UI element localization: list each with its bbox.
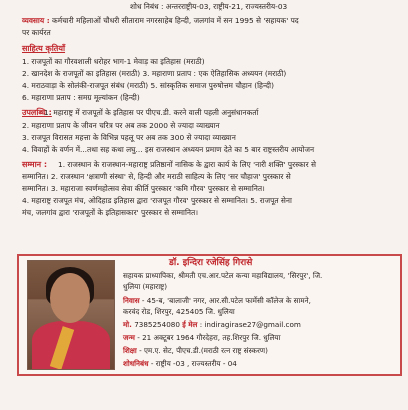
email-address: : indiragirase27@gmail.com	[199, 320, 301, 329]
shiksha-value: - एम.ए. सेट, पीएच.डी.(मराठी रत्न राष्ट्र संस्करण)	[139, 346, 268, 355]
uplabdhi-item: 4. विवाहों के वर्णन में...तथा सह कथा लघु... इस राजस्थान अध्ययन प्रमाण देते का 5 बार राष्ट्रस्तरीय आयोजन	[22, 145, 315, 154]
samman-line: 4. महाराष्ट्र राजपूत मंच, ओदिहाड इतिहास द्वारा 'राजपूत गौरव' पुरस्कार से सम्मानित। 5. राजपूत सेना	[22, 196, 292, 205]
vyavasay-line	[22, 16, 299, 26]
sahitya-item: 2. खानदेश के राजपूतों का इतिहास (मराठी) 3. महाराणा प्रताप : एक ऐतिहासिक अध्ययन (मराठी)	[22, 69, 287, 78]
vyavasay-label: व्यवसाय :	[22, 16, 50, 25]
uplabdhi-item: 1. महाराष्ट्र में राजपूतों के इतिहास पर पीएच.डी. करने वाली पहली अनुसंधानकर्ता	[44, 108, 259, 117]
mobile-number: 7385254080	[134, 320, 180, 329]
vyavasay-text-cont: पर कार्यरत	[22, 28, 51, 37]
shiksha-line	[123, 346, 268, 356]
author-photo	[27, 260, 115, 370]
sahitya-item: 4. मराठवाड़ा के सोलंकी-राजपूत संबंध (मराठी) 5. सांस्कृतिक समाज पुरुषोत्तम चौहान (हिन्दी)	[22, 81, 274, 90]
mo-label: मो.	[123, 320, 132, 329]
author-name: डॉ. इन्दिरा रजेसिंह गिरासे	[169, 258, 253, 268]
niwas-label: निवास	[123, 296, 140, 305]
sahitya-item: 6. महाराणा प्रताप : समग्र मूल्यांकन (हिन्दी)	[22, 93, 140, 102]
samman-line: मंच, जलगांव द्वारा 'राजपूतों के इतिहासकार' पुरस्कार से सम्मानित।	[22, 208, 198, 217]
shodh-line	[123, 359, 237, 369]
shiksha-label: शिक्षा	[123, 346, 137, 355]
vyavasay-text: कर्मचारी महिलाओं चौधरी सीताराम नगरसाहेब हिन्दी, जलगांव में सन 1995 से 'सहायक' पद	[52, 16, 299, 25]
janm-label: जन्म	[123, 333, 135, 342]
uplabdhi-item: 3. राजपूत विरासत महत्ता के विभिन्न पहलू पर अब तक 300 से ज्यादा व्याख्यान	[22, 133, 236, 142]
photo-face	[50, 273, 90, 323]
janm-value: - 21 अक्टूबर 1964 गौरदेहरा, तह.शिरपुर जि. धुलिया	[137, 333, 281, 342]
author-role-cont: धुलिया (महाराष्ट्र)	[123, 282, 168, 291]
samman-line: सम्मानित। 3. महाराजा स्वर्णमहोत्सव सेवा कीर्ति पुरस्कार 'कमि गौरव' पुरस्कार से सम्मानित।	[22, 184, 265, 193]
niwas-line-cont: करवंद रोड, शिरपुर, 425405 जि. धुलिया	[123, 307, 235, 316]
samman-line: 1. राजस्थान के राजस्थान-महाराष्ट्र प्रतिष्ठानों नासिक के द्वारा कार्य के लिए 'नारी शक्ति' पुरस्कार से	[58, 160, 316, 169]
samman-line: सम्मानित। 2. राजस्थान 'क्षत्राणी संस्था' से, हिन्दी और मराठी साहित्य के लिए 'सर चौहाज' पुरस्कार से	[22, 172, 291, 181]
sahitya-item: 1. राजपूतों का गौरवशाली धरोहर भाग-1 मेवाड़ का इतिहास (मराठी)	[22, 57, 205, 66]
author-role: सहायक प्राध्यापिका, श्रीमती एच.आर.पटेल कन्या महाविद्यालय, 'सिरपुर', जि.	[123, 271, 323, 280]
samman-heading: सम्मान :	[22, 160, 48, 169]
uplabdhi-item: 2. महाराणा प्रताप के जीवन चरित्र पर अब तक 2000 से ज्यादा व्याख्यान	[22, 121, 220, 130]
niwas-value: - 45-ब, 'बालाजी' नगर, आर.सी.पटेल फार्मेसी कॉलेज के सामने,	[141, 296, 311, 305]
niwas-line	[123, 296, 311, 306]
janm-line	[123, 333, 280, 343]
shodh-value: - राष्ट्रीय -03 , राज्यस्तरीय - 04	[150, 359, 237, 368]
contact-line	[123, 320, 301, 330]
shodh-label: शोधनिबंध	[123, 359, 149, 368]
author-bio-box	[17, 254, 402, 376]
uplabdhi-heading: उपलब्धि :	[22, 108, 52, 117]
shodh-prabandh-line: शोध निबंध : अन्तरराष्ट्रीय-03, राष्ट्रीय-21, राज्यस्तरीय-03	[130, 2, 288, 11]
sahitya-heading: साहित्य कृतियाँ	[22, 44, 66, 53]
email-label: ई मेल	[182, 320, 198, 329]
